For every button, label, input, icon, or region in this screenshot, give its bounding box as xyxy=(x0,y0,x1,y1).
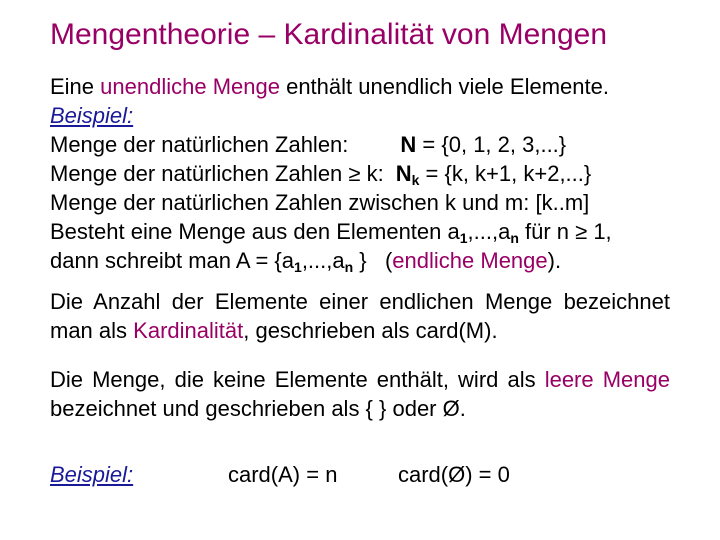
natural-numbers-set: = {0, 1, 2, 3,...} xyxy=(416,132,567,157)
natural-numbers-ge-k-line xyxy=(50,159,670,188)
subscript-1: 1 xyxy=(459,230,468,246)
finite2-text-3: } ( xyxy=(353,248,393,273)
finite-text-1: Besteht eine Menge aus den Elementen a xyxy=(50,219,460,244)
empty-set-paragraph xyxy=(50,365,670,423)
cardinality-text-1: Die Anzahl der Elemente einer endlichen Menge bezeichnet man als xyxy=(50,289,670,343)
term-cardinality: Kardinalität xyxy=(133,318,244,343)
subscript-k: k xyxy=(411,172,420,188)
intro-suffix: enthält unendlich viele Elemente. xyxy=(279,74,609,99)
intro-line xyxy=(50,72,670,101)
example-label-line xyxy=(50,101,670,130)
finite-set-line-2 xyxy=(50,246,670,275)
empty-set-text-2: bezeichnet und geschrieben als { } oder Ø. xyxy=(50,396,466,421)
subscript-n: n xyxy=(510,230,519,246)
subscript-1: 1 xyxy=(294,259,302,275)
natural-numbers-line xyxy=(50,130,670,159)
card-empty-formula: card(Ø) = 0 xyxy=(398,462,510,487)
range-line: Menge der natürlichen Zahlen zwischen k und m: [k..m] xyxy=(50,190,590,215)
natural-numbers-label: Menge der natürlichen Zahlen: xyxy=(50,132,349,157)
slide-title: Mengentheorie – Kardinalität von Mengen xyxy=(50,18,608,51)
card-a-formula: card(A) = n xyxy=(228,462,338,487)
infinite-sets-block xyxy=(50,72,670,275)
term-finite-set: endliche Menge xyxy=(392,248,548,273)
finite2-text-4: ). xyxy=(547,248,562,273)
natural-numbers-symbol: N xyxy=(400,132,417,157)
natural-numbers-ge-k-label: Menge der natürlichen Zahlen ≥ k: xyxy=(50,161,384,186)
finite-text-2: ,...,a xyxy=(467,219,511,244)
finite2-text-1: dann schreibt man A = {a xyxy=(50,248,295,273)
finite-text-3: für n ≥ 1, xyxy=(518,219,612,244)
cardinality-paragraph xyxy=(50,287,670,345)
subscript-n: n xyxy=(344,259,354,275)
bottom-example-label: Beispiel: xyxy=(50,462,134,487)
empty-set-text-1: Die Menge, die keine Elemente enthält, wird als xyxy=(50,367,545,392)
finite2-text-2: ,...,a xyxy=(301,248,345,273)
example-label: Beispiel: xyxy=(50,103,134,128)
term-infinite-set: unendliche Menge xyxy=(100,74,280,99)
finite-set-line-1 xyxy=(50,217,670,246)
natural-numbers-ge-k-symbol: N xyxy=(395,161,412,186)
natural-numbers-ge-k-set: = {k, k+1, k+2,...} xyxy=(419,161,592,186)
intro-prefix: Eine xyxy=(50,74,101,99)
cardinality-text-2: , geschrieben als card(M). xyxy=(243,318,498,343)
term-empty-set: leere Menge xyxy=(544,367,670,392)
